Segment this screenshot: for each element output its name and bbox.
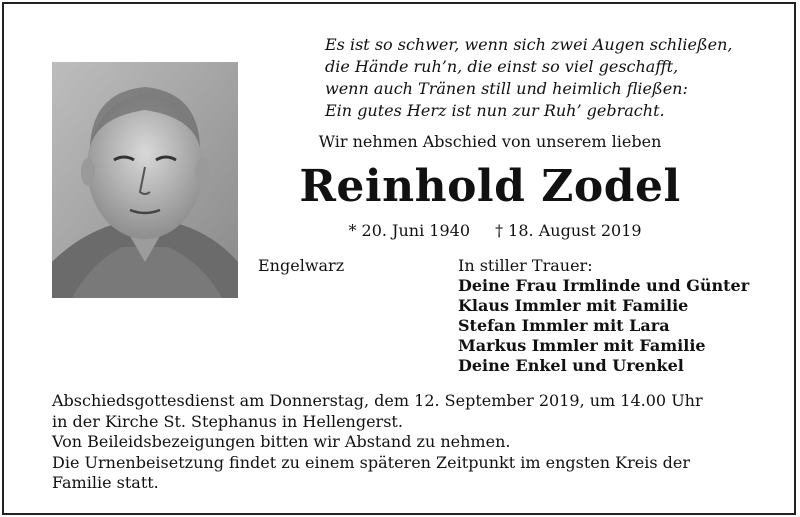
info-line: Abschiedsgottesdienst am Donnerstag, dem 12. September 2019, um 14.00 Uhr bbox=[52, 391, 703, 410]
life-dates bbox=[300, 221, 690, 240]
info-line: in der Kirche St. Stephanus in Hellengerst. bbox=[52, 411, 403, 431]
poem-line: die Hände ruh’n, die einst so viel geschafft, bbox=[325, 57, 679, 76]
memorial-poem bbox=[325, 34, 732, 122]
hometown: Engelwarz bbox=[258, 256, 345, 275]
mourners-heading: In stiller Trauer: bbox=[458, 256, 593, 275]
service-information bbox=[52, 391, 703, 494]
deceased-name: Reinhold Zodel bbox=[299, 161, 681, 212]
info-line: Von Beileidsbezeigungen bitten wir Abstand zu nehmen. bbox=[52, 432, 511, 451]
birth-date: * 20. Juni 1940 bbox=[348, 221, 470, 240]
mourner-entry: Stefan Immler mit Lara bbox=[458, 316, 670, 335]
portrait-photo bbox=[52, 62, 238, 298]
mourner-entry: Markus Immler mit Familie bbox=[458, 336, 706, 355]
mourner-entry: Klaus Immler mit Familie bbox=[458, 296, 689, 315]
info-line: Die Urnenbeisetzung findet zu einem späteren Zeitpunkt im engsten Kreis der bbox=[52, 452, 690, 472]
mourners-block bbox=[458, 256, 749, 376]
portrait-illustration bbox=[52, 62, 238, 298]
mourner-entry: Deine Enkel und Urenkel bbox=[458, 356, 684, 375]
mourner-entry: Deine Frau Irmlinde und Günter bbox=[458, 276, 750, 295]
intro-text: Wir nehmen Abschied von unserem lieben bbox=[318, 132, 662, 151]
poem-line: wenn auch Tränen still und heimlich fließen: bbox=[325, 79, 688, 98]
info-line: Familie statt. bbox=[52, 473, 159, 492]
poem-line: Es ist so schwer, wenn sich zwei Augen schließen, bbox=[325, 35, 733, 54]
death-date: † 18. August 2019 bbox=[495, 221, 642, 240]
poem-line: Ein gutes Herz ist nun zur Ruh’ gebracht. bbox=[325, 101, 665, 120]
